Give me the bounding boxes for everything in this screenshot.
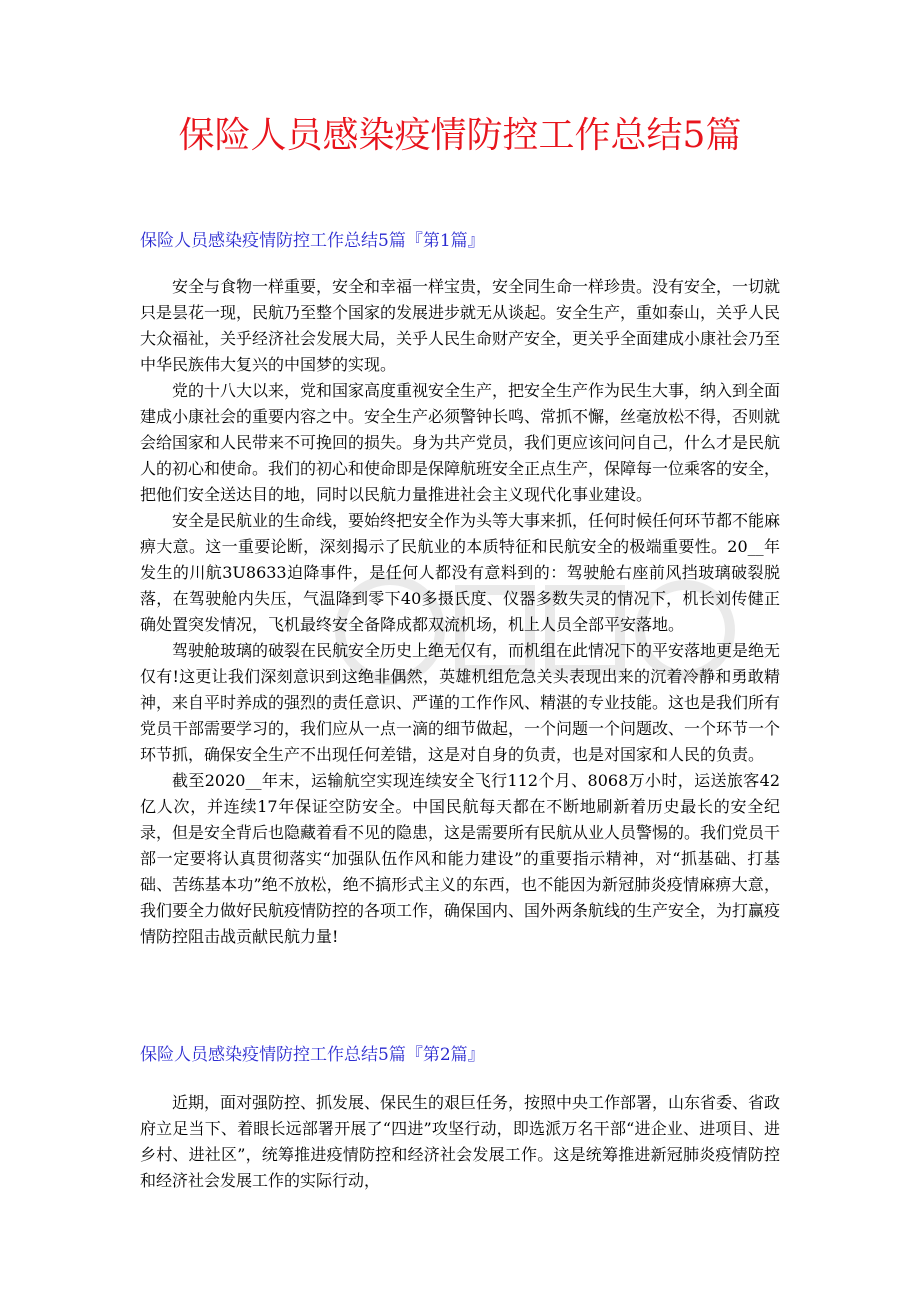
document-title: 保险人员感染疫情防控工作总结5篇	[178, 115, 742, 156]
section-body-2	[140, 1090, 780, 1194]
paragraph: 驾驶舱玻璃的破裂在民航安全历史上绝无仅有，而机组在此情况下的平安落地更是绝无仅有!这更让我们深刻意识到这绝非偶然，英雄机组危急关头表现出来的沉着冷静和勇敢精神，来自平时养成的强烈的责任意识、严谨的工作作风、精湛的专业技能。这也是我们所有党员干部需要学习的，我们应从一点一滴的细节做起，一个问题一个问题改、一个环节一个环节抓，确保安全生产不出现任何差错，这是对自身的负责，也是对国家和人民的负责。	[140, 641, 781, 764]
paragraph: 安全与食物一样重要，安全和幸福一样宝贵，安全同生命一样珍贵。没有安全，一切就只是昙花一现，民航乃至整个国家的发展进步就无从谈起。安全生产，重如泰山，关乎人民大众福祉，关乎经济社会发展大局，关乎人民生命财产安全，更关乎全面建成小康社会乃至中华民族伟大复兴的中国梦的实现。	[140, 277, 781, 374]
section-heading-1: 保险人员感染疫情防控工作总结5篇『第1篇』	[140, 231, 485, 251]
paragraph: 截至2020__年末，运输航空实现连续安全飞行112个月、8068万小时，运送旅客42亿人次，并连续17年保证空防安全。中国民航每天都在不断地刷新着历史最长的安全纪录，但是安全背后也隐藏着看不见的隐患，这是需要所有民航从业人员警惕的。我们党员干部一定要将认真贯彻落实“加强队伍作风和能力建设”的重要指示精神，对“抓基础、打基础、苦练基本功”绝不放松，绝不搞形式主义的东西，也不能因为新冠肺炎疫情麻痹大意，我们要全力做好民航疫情防控的各项工作，确保国内、国外两条航线的生产安全，为打赢疫情防控阻击战贡献民航力量!	[140, 771, 781, 946]
section-heading-2: 保险人员感染疫情防控工作总结5篇『第2篇』	[140, 1045, 485, 1065]
paragraph: 安全是民航业的生命线，要始终把安全作为头等大事来抓，任何时候任何环节都不能麻痹大意。这一重要论断，深刻揭示了民航业的本质特征和民航安全的极端重要性。20__年发生的川航3U8633迫降事件，是任何人都没有意料到的：驾驶舱右座前风挡玻璃破裂脱落，在驾驶舱内失压，气温降到零下40多摄氏度、仪器多数失灵的情况下，机长刘传健正确处置突发情况，飞机最终安全备降成都双流机场，机上人员全部平安落地。	[140, 511, 781, 634]
section-body-1	[140, 274, 780, 950]
paragraph: 近期，面对强防控、抓发展、保民生的艰巨任务，按照中央工作部署，山东省委、省政府立足当下、着眼长远部署开展了“四进”攻坚行动，即选派万名干部“进企业、进项目、进乡村、进社区”，统筹推进疫情防控和经济社会发展工作。这是统筹推进新冠肺炎疫情防控和经济社会发展工作的实际行动，	[140, 1093, 781, 1190]
paragraph: 党的十八大以来，党和国家高度重视安全生产，把安全生产作为民生大事，纳入到全面建成小康社会的重要内容之中。安全生产必须警钟长鸣、常抓不懈，丝毫放松不得，否则就会给国家和人民带来不可挽回的损失。身为共产党员，我们更应该问问自己，什么才是民航人的初心和使命。我们的初心和使命即是保障航班安全正点生产，保障每一位乘客的安全，把他们安全送达目的地，同时以民航力量推进社会主义现代化事业建设。	[140, 381, 781, 504]
